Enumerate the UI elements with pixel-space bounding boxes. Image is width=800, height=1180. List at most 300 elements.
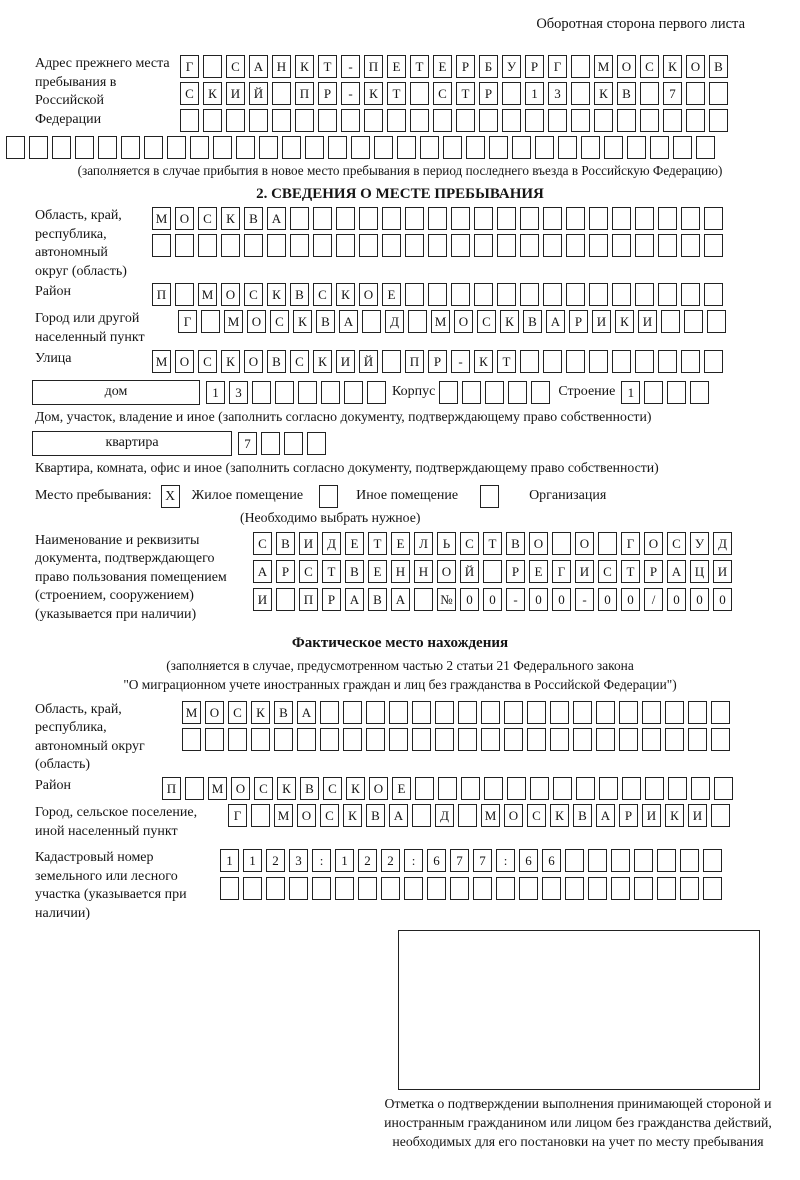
char-cell[interactable]: [681, 207, 700, 230]
char-cell[interactable]: [435, 728, 454, 751]
char-cell[interactable]: К: [313, 350, 332, 373]
char-cell[interactable]: [404, 877, 423, 900]
char-cell[interactable]: 0: [483, 588, 502, 611]
char-cell[interactable]: [458, 804, 477, 827]
char-cell[interactable]: [611, 849, 630, 872]
char-cell[interactable]: К: [550, 804, 569, 827]
char-cell[interactable]: [673, 136, 692, 159]
char-cell[interactable]: [704, 234, 723, 257]
char-cell[interactable]: [520, 283, 539, 306]
char-cell[interactable]: [530, 777, 549, 800]
char-cell[interactable]: Ь: [437, 532, 456, 555]
char-cell[interactable]: [484, 777, 503, 800]
char-cell[interactable]: К: [267, 283, 286, 306]
char-cell[interactable]: [483, 560, 502, 583]
char-cell[interactable]: [320, 701, 339, 724]
char-cell[interactable]: Й: [249, 82, 268, 105]
char-cell[interactable]: [657, 877, 676, 900]
char-cell[interactable]: Г: [548, 55, 567, 78]
char-cell[interactable]: Т: [410, 55, 429, 78]
char-cell[interactable]: Н: [391, 560, 410, 583]
char-cell[interactable]: О: [175, 207, 194, 230]
char-cell[interactable]: К: [203, 82, 222, 105]
char-cell[interactable]: [6, 136, 25, 159]
char-cell[interactable]: [711, 701, 730, 724]
char-cell[interactable]: С: [477, 310, 496, 333]
char-cell[interactable]: [439, 381, 458, 404]
char-cell[interactable]: 1: [220, 849, 239, 872]
char-cell[interactable]: :: [312, 849, 331, 872]
char-cell[interactable]: Р: [322, 588, 341, 611]
char-cell[interactable]: [596, 701, 615, 724]
char-cell[interactable]: Т: [483, 532, 502, 555]
char-cell[interactable]: [658, 350, 677, 373]
char-cell[interactable]: [410, 109, 429, 132]
char-cell[interactable]: В: [506, 532, 525, 555]
char-cell[interactable]: М: [481, 804, 500, 827]
char-cell[interactable]: [203, 55, 222, 78]
char-cell[interactable]: С: [527, 804, 546, 827]
char-cell[interactable]: [704, 283, 723, 306]
char-cell[interactable]: К: [364, 82, 383, 105]
char-cell[interactable]: Г: [178, 310, 197, 333]
char-cell[interactable]: [415, 777, 434, 800]
char-cell[interactable]: [244, 234, 263, 257]
char-cell[interactable]: [438, 777, 457, 800]
char-cell[interactable]: Р: [644, 560, 663, 583]
char-cell[interactable]: И: [638, 310, 657, 333]
char-cell[interactable]: К: [500, 310, 519, 333]
char-cell[interactable]: [213, 136, 232, 159]
char-cell[interactable]: О: [247, 310, 266, 333]
char-cell[interactable]: В: [366, 804, 385, 827]
char-cell[interactable]: 6: [542, 849, 561, 872]
char-cell[interactable]: [508, 381, 527, 404]
char-cell[interactable]: Л: [414, 532, 433, 555]
char-cell[interactable]: [711, 728, 730, 751]
char-cell[interactable]: [466, 136, 485, 159]
char-cell[interactable]: О: [369, 777, 388, 800]
char-cell[interactable]: [531, 381, 550, 404]
char-cell[interactable]: [414, 588, 433, 611]
char-cell[interactable]: [589, 350, 608, 373]
char-cell[interactable]: -: [506, 588, 525, 611]
char-cell[interactable]: О: [575, 532, 594, 555]
char-cell[interactable]: [474, 283, 493, 306]
char-cell[interactable]: [668, 777, 687, 800]
char-cell[interactable]: А: [249, 55, 268, 78]
char-cell[interactable]: [451, 207, 470, 230]
char-cell[interactable]: [381, 877, 400, 900]
char-cell[interactable]: К: [594, 82, 613, 105]
char-cell[interactable]: [320, 728, 339, 751]
char-cell[interactable]: В: [316, 310, 335, 333]
char-cell[interactable]: М: [594, 55, 613, 78]
char-cell[interactable]: Т: [318, 55, 337, 78]
char-cell[interactable]: [598, 532, 617, 555]
char-cell[interactable]: 1: [621, 381, 640, 404]
char-cell[interactable]: [627, 136, 646, 159]
char-cell[interactable]: [497, 283, 516, 306]
char-cell[interactable]: 3: [289, 849, 308, 872]
char-cell[interactable]: [198, 234, 217, 257]
char-cell[interactable]: [289, 877, 308, 900]
char-cell[interactable]: Т: [456, 82, 475, 105]
char-cell[interactable]: Г: [621, 532, 640, 555]
char-cell[interactable]: [696, 136, 715, 159]
char-cell[interactable]: К: [343, 804, 362, 827]
char-cell[interactable]: [52, 136, 71, 159]
char-cell[interactable]: 7: [663, 82, 682, 105]
char-cell[interactable]: Р: [479, 82, 498, 105]
char-cell[interactable]: [474, 207, 493, 230]
char-cell[interactable]: [274, 728, 293, 751]
char-cell[interactable]: :: [404, 849, 423, 872]
char-cell[interactable]: Н: [272, 55, 291, 78]
char-cell[interactable]: Д: [435, 804, 454, 827]
char-cell[interactable]: В: [274, 701, 293, 724]
char-cell[interactable]: [362, 310, 381, 333]
char-cell[interactable]: [473, 877, 492, 900]
char-cell[interactable]: [284, 432, 303, 455]
char-cell[interactable]: П: [152, 283, 171, 306]
char-cell[interactable]: 1: [243, 849, 262, 872]
char-cell[interactable]: А: [345, 588, 364, 611]
char-cell[interactable]: [251, 804, 270, 827]
char-cell[interactable]: А: [253, 560, 272, 583]
char-cell[interactable]: В: [523, 310, 542, 333]
char-cell[interactable]: Р: [276, 560, 295, 583]
char-cell[interactable]: [543, 350, 562, 373]
char-cell[interactable]: А: [546, 310, 565, 333]
char-cell[interactable]: [612, 207, 631, 230]
char-cell[interactable]: [313, 234, 332, 257]
char-cell[interactable]: [221, 234, 240, 257]
char-cell[interactable]: [640, 109, 659, 132]
char-cell[interactable]: Г: [228, 804, 247, 827]
char-cell[interactable]: [644, 381, 663, 404]
char-cell[interactable]: 0: [690, 588, 709, 611]
char-cell[interactable]: [619, 728, 638, 751]
char-cell[interactable]: [428, 207, 447, 230]
char-cell[interactable]: 0: [621, 588, 640, 611]
char-cell[interactable]: [520, 234, 539, 257]
char-cell[interactable]: 7: [473, 849, 492, 872]
char-cell[interactable]: [458, 701, 477, 724]
char-cell[interactable]: [589, 283, 608, 306]
char-cell[interactable]: [410, 82, 429, 105]
char-cell[interactable]: Д: [713, 532, 732, 555]
char-cell[interactable]: К: [346, 777, 365, 800]
char-cell[interactable]: [420, 136, 439, 159]
char-cell[interactable]: [382, 234, 401, 257]
char-cell[interactable]: [236, 136, 255, 159]
char-cell[interactable]: [474, 234, 493, 257]
char-cell[interactable]: С: [323, 777, 342, 800]
char-cell[interactable]: [681, 283, 700, 306]
char-cell[interactable]: [520, 207, 539, 230]
char-cell[interactable]: Е: [391, 532, 410, 555]
char-cell[interactable]: [462, 381, 481, 404]
char-cell[interactable]: А: [389, 804, 408, 827]
char-cell[interactable]: [599, 777, 618, 800]
char-cell[interactable]: Т: [387, 82, 406, 105]
char-cell[interactable]: [266, 877, 285, 900]
char-cell[interactable]: [535, 136, 554, 159]
char-cell[interactable]: Г: [180, 55, 199, 78]
char-cell[interactable]: О: [686, 55, 705, 78]
char-cell[interactable]: С: [226, 55, 245, 78]
char-cell[interactable]: П: [299, 588, 318, 611]
char-cell[interactable]: [366, 701, 385, 724]
char-cell[interactable]: [711, 804, 730, 827]
char-cell[interactable]: [344, 381, 363, 404]
char-cell[interactable]: М: [431, 310, 450, 333]
char-cell[interactable]: [305, 136, 324, 159]
char-cell[interactable]: [276, 588, 295, 611]
char-cell[interactable]: [272, 109, 291, 132]
char-cell[interactable]: [519, 877, 538, 900]
char-cell[interactable]: С: [598, 560, 617, 583]
char-cell[interactable]: [645, 777, 664, 800]
char-cell[interactable]: [566, 207, 585, 230]
char-cell[interactable]: В: [709, 55, 728, 78]
char-cell[interactable]: [321, 381, 340, 404]
char-cell[interactable]: Р: [456, 55, 475, 78]
char-cell[interactable]: Д: [385, 310, 404, 333]
char-cell[interactable]: [612, 283, 631, 306]
char-cell[interactable]: [520, 350, 539, 373]
char-cell[interactable]: Р: [506, 560, 525, 583]
char-cell[interactable]: [589, 234, 608, 257]
char-cell[interactable]: [552, 532, 571, 555]
char-cell[interactable]: У: [502, 55, 521, 78]
char-cell[interactable]: К: [221, 207, 240, 230]
char-cell[interactable]: [272, 82, 291, 105]
char-cell[interactable]: [175, 234, 194, 257]
char-cell[interactable]: [481, 728, 500, 751]
char-cell[interactable]: [364, 109, 383, 132]
char-cell[interactable]: [681, 234, 700, 257]
char-cell[interactable]: И: [642, 804, 661, 827]
char-cell[interactable]: О: [205, 701, 224, 724]
char-cell[interactable]: [589, 207, 608, 230]
char-cell[interactable]: [571, 109, 590, 132]
char-cell[interactable]: [594, 109, 613, 132]
char-cell[interactable]: М: [152, 207, 171, 230]
char-cell[interactable]: [252, 381, 271, 404]
char-cell[interactable]: [680, 849, 699, 872]
char-cell[interactable]: А: [667, 560, 686, 583]
char-cell[interactable]: [658, 283, 677, 306]
char-cell[interactable]: [550, 728, 569, 751]
char-cell[interactable]: [617, 109, 636, 132]
char-cell[interactable]: И: [575, 560, 594, 583]
char-cell[interactable]: П: [364, 55, 383, 78]
char-cell[interactable]: М: [198, 283, 217, 306]
char-cell[interactable]: К: [293, 310, 312, 333]
char-cell[interactable]: [688, 701, 707, 724]
char-cell[interactable]: И: [253, 588, 272, 611]
char-cell[interactable]: М: [152, 350, 171, 373]
char-cell[interactable]: [367, 381, 386, 404]
char-cell[interactable]: [408, 310, 427, 333]
char-cell[interactable]: К: [336, 283, 355, 306]
char-cell[interactable]: [152, 234, 171, 257]
char-cell[interactable]: [704, 207, 723, 230]
char-cell[interactable]: М: [208, 777, 227, 800]
char-cell[interactable]: [29, 136, 48, 159]
char-cell[interactable]: [634, 877, 653, 900]
char-cell[interactable]: [275, 381, 294, 404]
char-cell[interactable]: [704, 350, 723, 373]
char-cell[interactable]: [427, 877, 446, 900]
char-cell[interactable]: [144, 136, 163, 159]
char-cell[interactable]: С: [270, 310, 289, 333]
char-cell[interactable]: Р: [619, 804, 638, 827]
char-cell[interactable]: С: [313, 283, 332, 306]
char-cell[interactable]: 2: [381, 849, 400, 872]
char-cell[interactable]: К: [295, 55, 314, 78]
char-cell[interactable]: В: [300, 777, 319, 800]
char-cell[interactable]: А: [267, 207, 286, 230]
char-cell[interactable]: [497, 234, 516, 257]
char-cell[interactable]: С: [228, 701, 247, 724]
char-cell[interactable]: [661, 310, 680, 333]
char-cell[interactable]: [228, 728, 247, 751]
char-cell[interactable]: [527, 701, 546, 724]
char-cell[interactable]: [573, 728, 592, 751]
char-cell[interactable]: С: [640, 55, 659, 78]
char-cell[interactable]: [703, 849, 722, 872]
char-cell[interactable]: [359, 234, 378, 257]
char-cell[interactable]: [588, 877, 607, 900]
char-cell[interactable]: П: [405, 350, 424, 373]
char-cell[interactable]: [389, 728, 408, 751]
char-cell[interactable]: [690, 381, 709, 404]
char-cell[interactable]: [496, 877, 515, 900]
char-cell[interactable]: [190, 136, 209, 159]
char-cell[interactable]: Т: [497, 350, 516, 373]
char-cell[interactable]: [290, 234, 309, 257]
char-cell[interactable]: [680, 877, 699, 900]
char-cell[interactable]: [691, 777, 710, 800]
char-cell[interactable]: [359, 207, 378, 230]
char-cell[interactable]: [507, 777, 526, 800]
char-cell[interactable]: О: [359, 283, 378, 306]
char-cell[interactable]: [542, 877, 561, 900]
char-cell[interactable]: [612, 350, 631, 373]
char-cell[interactable]: 0: [667, 588, 686, 611]
char-cell[interactable]: [328, 136, 347, 159]
char-cell[interactable]: [382, 350, 401, 373]
char-cell[interactable]: Г: [552, 560, 571, 583]
char-cell[interactable]: [663, 109, 682, 132]
char-cell[interactable]: [558, 136, 577, 159]
char-cell[interactable]: Т: [621, 560, 640, 583]
char-cell[interactable]: [205, 728, 224, 751]
char-cell[interactable]: С: [198, 207, 217, 230]
char-cell[interactable]: У: [690, 532, 709, 555]
char-cell[interactable]: 2: [358, 849, 377, 872]
char-cell[interactable]: К: [221, 350, 240, 373]
char-cell[interactable]: [635, 283, 654, 306]
char-cell[interactable]: [458, 728, 477, 751]
char-cell[interactable]: [665, 728, 684, 751]
char-cell[interactable]: О: [454, 310, 473, 333]
char-cell[interactable]: [619, 701, 638, 724]
char-cell[interactable]: П: [162, 777, 181, 800]
char-cell[interactable]: [635, 234, 654, 257]
char-cell[interactable]: 3: [229, 381, 248, 404]
char-cell[interactable]: -: [341, 82, 360, 105]
char-cell[interactable]: [341, 109, 360, 132]
char-cell[interactable]: 6: [519, 849, 538, 872]
char-cell[interactable]: [75, 136, 94, 159]
char-cell[interactable]: С: [180, 82, 199, 105]
char-cell[interactable]: [657, 849, 676, 872]
char-cell[interactable]: [709, 82, 728, 105]
char-cell[interactable]: [571, 55, 590, 78]
char-cell[interactable]: [226, 109, 245, 132]
char-cell[interactable]: 6: [427, 849, 446, 872]
char-cell[interactable]: В: [573, 804, 592, 827]
char-cell[interactable]: [261, 432, 280, 455]
char-cell[interactable]: 0: [552, 588, 571, 611]
char-cell[interactable]: [565, 849, 584, 872]
char-cell[interactable]: [634, 849, 653, 872]
char-cell[interactable]: [553, 777, 572, 800]
char-cell[interactable]: [622, 777, 641, 800]
char-cell[interactable]: А: [339, 310, 358, 333]
char-cell[interactable]: С: [244, 283, 263, 306]
char-cell[interactable]: [297, 728, 316, 751]
char-cell[interactable]: Н: [414, 560, 433, 583]
char-cell[interactable]: [456, 109, 475, 132]
char-cell[interactable]: К: [474, 350, 493, 373]
char-cell[interactable]: О: [244, 350, 263, 373]
char-cell[interactable]: Й: [359, 350, 378, 373]
char-cell[interactable]: [443, 136, 462, 159]
char-cell[interactable]: В: [244, 207, 263, 230]
char-cell[interactable]: [428, 234, 447, 257]
char-cell[interactable]: [201, 310, 220, 333]
char-cell[interactable]: К: [277, 777, 296, 800]
char-cell[interactable]: [203, 109, 222, 132]
char-cell[interactable]: [571, 82, 590, 105]
char-cell[interactable]: [318, 109, 337, 132]
char-cell[interactable]: [267, 234, 286, 257]
char-cell[interactable]: О: [297, 804, 316, 827]
char-cell[interactable]: Й: [460, 560, 479, 583]
char-cell[interactable]: [635, 207, 654, 230]
char-cell[interactable]: В: [267, 350, 286, 373]
char-cell[interactable]: [351, 136, 370, 159]
char-cell[interactable]: О: [175, 350, 194, 373]
char-cell[interactable]: С: [320, 804, 339, 827]
char-cell[interactable]: [185, 777, 204, 800]
char-cell[interactable]: [642, 728, 661, 751]
char-cell[interactable]: [259, 136, 278, 159]
char-cell[interactable]: О: [231, 777, 250, 800]
char-cell[interactable]: Р: [569, 310, 588, 333]
checkbox-residential[interactable]: X: [161, 485, 180, 508]
char-cell[interactable]: С: [667, 532, 686, 555]
char-cell[interactable]: В: [345, 560, 364, 583]
char-cell[interactable]: [565, 877, 584, 900]
char-cell[interactable]: [688, 728, 707, 751]
char-cell[interactable]: Р: [318, 82, 337, 105]
